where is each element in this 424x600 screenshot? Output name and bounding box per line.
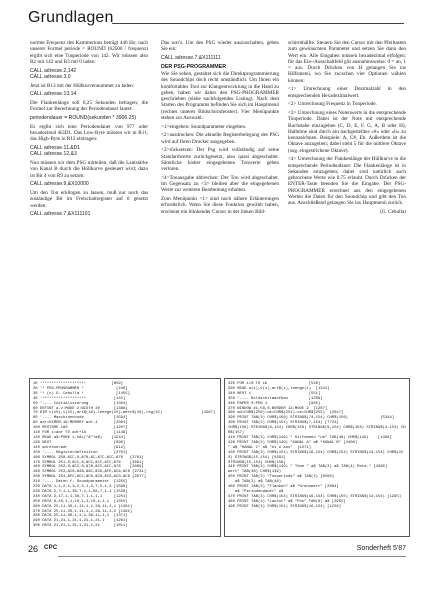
header-rule — [112, 23, 404, 24]
help-option-2: <2> Umrechnung Frequenz in Tonperiode. — [288, 101, 377, 108]
code-line: CALL adresse.7,&X111101 — [30, 211, 91, 218]
author-signature: (G. Cebulla) — [380, 208, 406, 215]
text-column-3 — [288, 40, 406, 218]
text-column-2 — [161, 40, 279, 217]
paragraph: Wie Sie sehen, gestaltet sich die Direktprogrammierung des Soundchips doch recht umständlich. Um Ihnen ein komfortables Tool zur Klangentwicklung in die Hand zu geben, haben wir daher den PSG-PROGRAMMER geschrieben (siehe nachfolgendes Listing). Nach dem Starten des Programms befinden Sie sich im Hauptmenü (rechtes unteres Bildschirmfenster). Vier Menüpunkte stehen zur Auswahl: — [161, 71, 279, 121]
code-line: CALL adresse.13,14 — [30, 91, 77, 98]
code-line: CALL adresse.7,&X111111 — [161, 55, 221, 61]
paragraph: Um den Ton erklingen zu lassen, muß nur noch das zuständige Bit im Freischaltregister auf 0 gesetzt werden: — [30, 190, 148, 209]
section-heading: DER PSG-PROGRAMMER — [161, 63, 227, 70]
footer-rule — [58, 556, 406, 557]
listing-text: 320 FOR i=0 TO 16 [528] 330 READ a(i),v(i),art$(i),leenge(i) [1241] 340 NEXT i [551] 350 '---- Bildschirmaufbau [1299] 360 PAPER 0:PEN 1 [965] 370 WINDOW #1,58,0,BORDER 13:MODE 2 [1207] 380 md=CHR$(250):ue=CHR$(251):oe=CHR$(252) [2017] 390 PRINT TAB(3) CHR$(150) STRING$(74,154) CHR$(156) [5344] 400 PRINT TAB(3) CHR$(151) STRING$(7,154) [7723] CHR$(158) STRING$(6,154) CHR$(159) STRING$(9,154) CHR$(158) STRING$(3,154) CHR$(157) 410 PRINT TAB(3) CHR$(149) " Hilfsmenü "ue" TAB(48) CHR$(149) [1388] 420 PRINT TAB(3) CHR$(149) "KANAL A" a$ "KANAL B" [4406] " a$ "KANAL C" a$ "ei ö aus" [1271] 430 PRINT TAB(3) CHR$(151) STRING$(16,154) CHR$(154) STRING$(13,154) CHR$(153) STRING$(15,154) [0291] STRING$(15,154) CHR$(156) 440 PRINT TAB(3) CHR$(149) " Töne " a$ TAB(3) a$ TAB(4) Rote-" [4266] wert" TAB(48) CHR$(149) 450 PRINT TAB(3) "Tonperiode" a$ TAB(2) [0266] a$ TAB(2) a$ TAB(48) 460 PRINT TAB(3) "Flanken" a$ "Grenzwert" [2084] a$ "Periodendauer" a$ 470 PRINT TAB(3) CHR$(154) STRING$(16,154) CHR$(155) STRING$(13,154) [1295] 480 PRINT TAB(3) "Lautst" a$ "Pos" TAB(6) a$ [2955] 490 PRINT TAB(3) CHR$(151) STRING$(16,154) [1229] — [228, 382, 406, 509]
code-line: CALL adresse.2,142 — [30, 67, 77, 74]
paragraph: normte Frequenz des Kammertons beträgt 440 Hz; nach unserer Formel periode = ROUND (62500 / frequenz) ergibt sich eine Tonperiode von 142. Wir müssen also R2 mit 142 und R3 mit 0 laden: — [30, 40, 148, 65]
paragraph: Das war's. Um den PSG wieder auszuschalten, geben Sie ein: — [161, 40, 279, 53]
code-line: CALL adresse.12,&3 — [30, 151, 77, 158]
magazine-logo: CPC — [44, 545, 58, 551]
code-line: periodendauer = ROUND(sekunden * 3906.25) — [30, 115, 137, 121]
help-option-4: <4> Umrechnung der Flankenlänge der Hüllkurve in die entsprechende Periodendauer. Die Flankenlänge ist in Sekunden einzugeben; dabei sind natürlich auch gebrochene Werte wie 0.75 erlaubt. Durch Drücken der ENTER-Taste beenden Sie die Eingabe. Der PSG-PROGRAMMER errechnet aus den eingegebenen Werten die Daten für den Soundchip und gibt den Ton aus. Anschließend gelangen Sie ins Hauptmenü zurück. — [288, 156, 406, 206]
paragraph: Jetzt ist R13 mit der Hüllkurvennummer zu laden: — [30, 82, 135, 89]
page-number: 26 — [28, 544, 39, 554]
help-option-3: <3> Umrechnung eines Notenwerts in die entsprechende Tonperiode. Dabei ist der Note mit entsprechende Buchstabe einzugeben (C, D, E, F, G, A, B oder H); Halbtöne sind durch ein nachgestelltes »#« oder »b« zu kennzeichnen. Beispiele: A, C#, Eb. Außerdem ist die Oktave anzugeben; dabei steht 5 für die mittlere Oktave (sog. eingestrichene Oktave). — [288, 110, 406, 154]
code-listing-left — [29, 378, 221, 537]
code-listing-right — [224, 378, 410, 537]
page-header — [28, 9, 404, 33]
page-footer — [28, 544, 406, 558]
section-title: Grundlagen — [28, 9, 114, 26]
help-option-1: <1> Umrechnung einer Dezimalzahl in den entsprechenden Hexadezimalwert. — [288, 86, 406, 99]
paragraph: Zum Menüpunkt <1> sind noch nähere Erläuterungen erforderlich. Wenn Sie diese Funktion gewählt haben, erscheint ein blinkender Cursor in der linken Bild- — [161, 196, 279, 215]
menu-option-4: <4>Tonausgabe abbrechen: Der Ton wird abgeschaltet. Im Gegensatz zu <3> bleiben aber die eingegebenen Werte zur weiteren Bearbeitung erhalten. — [161, 174, 279, 194]
menu-option-2: <2>ausdrucken: Die aktuelle Registerbelegung des PSG wird auf Ihren Drucker ausgegeben. — [161, 132, 279, 145]
code-line: CALL adresse.9,&X10000 — [30, 181, 89, 188]
paragraph: Die Flankenlänge soll 0,25 Sekunden betragen; die Formel zur Berechnung der Periodendauer lautet: — [30, 100, 148, 113]
issue-label: Sonderheft 5'87 — [356, 545, 406, 552]
paragraph: Nun müssen wir dem PSG mitteilen, daß die Lautstärke von Kanal B durch die Hüllkurve gesteuert wird; dazu ist Bit 4 von R9 zu setzen: — [30, 160, 148, 179]
paragraph: Es ergibt sich eine Periodendauer von 977 oder hexadezimal &3D1. Das Low-Byte müssen wir in R11, das High-Byte in R12 eintragen: — [30, 123, 148, 143]
code-line: CALL adresse.3,0 — [30, 73, 71, 80]
listing-text: 10 '******************* [659] 20 '* PSG-PROGRAMMER * [246] 30 '* (c) G. Cebulla * [1455] 40 '******************* [141] 50 '---- Initialisierung [1304] 60 DEFINT a-v:MODE 2:WIDTH 20 [1388] 70 DIM c(15),v(15),art$(16),leenge(15),wert$(16),reg(15) [3267] 80 '---- Maschinencode [1594] 90 adr=HIMEM-19:MEMORY adr-1 [2004] 100 RESTORE 160 [1207] 110 FOR i=adr TO adr+18 [1148] 120 READ a$:POKE i,VAL("&"+a$) [1244] 130 NEXT [696] 140 adresse=adr [912] 150 '---- Registerdefinition [2701] 160 SYMBOL 250,&CC,0,&78,&C,&7C,&CC,&76 [2701] 170 SYMBOL 251,0,&CC,0,&CC,&CC,&CC,&76 [3091] 180 SYMBOL 252,0,&CC,0,&78,&CC,&CC,&78 [3009] 190 SYMBOL 253,&C6,&38,&6C,&C6,&FE,&C6,&C6 [2731] 200 SYMBOL 254,&FC,&CC,&C0,&C0,&C0,&C0,&C0 [2977] 210 '---- Daten f. Soundparameter [1255] 220 DATA 1,1,2,1,3,2,5,1,3,7,5,1,3 [1506] 230 DATA 2,7,1,1,30,7,1,1,58,7,1,1 [1526] 240 DATA 2,17,1,1,30,7,1,1,1,1 [1254] 250 DATA 8,10,1,1,10,1,1,10,1,1,1 [1355] 260 DATA 25,11,30,1,11,1,1,38,11,1,1 [1381] 270 DATA 25,11,30,1,11,1,1,38,11,1,2 [1361] 280 DATA 25,11,30,1,1,1,38,11,1,1 [1371] 290 DATA 21,21,1,21,1,21,1,21,1 [1261] 300 DATA 21,21,1,21,1,21,1,21 [1011] — [33, 382, 216, 529]
menu-option-1: <1>eingeben: Soundparameter eingeben. — [161, 123, 247, 130]
text-column-1 — [30, 40, 148, 220]
menu-option-3: <3>rücksetzen: Der Psg wird vollständig auf seine Standardwerte zurückgesetzt, also quasi abgeschaltet. Sämtliche bisher eingegebenen Tonwerte gehen verloren. — [161, 147, 279, 172]
code-line: CALL adresse.11,&D1 — [30, 145, 81, 151]
paragraph: schirmhälfte. Steuern Sie den Cursor mit den Pfeiltasten zum gewünschten Parameter und setzen Sie dann den Wert ein. Alle Eingaben müssen hexadezimal erfolgen; für das Ein-/Ausschaltfeld gilt ausnahmsweise: 0 = an, 1 = aus. Durch Drücken von H gelangen Sie ins Hilfsmenü, wo Sie zwischen vier Optionen wählen können: — [288, 40, 406, 84]
